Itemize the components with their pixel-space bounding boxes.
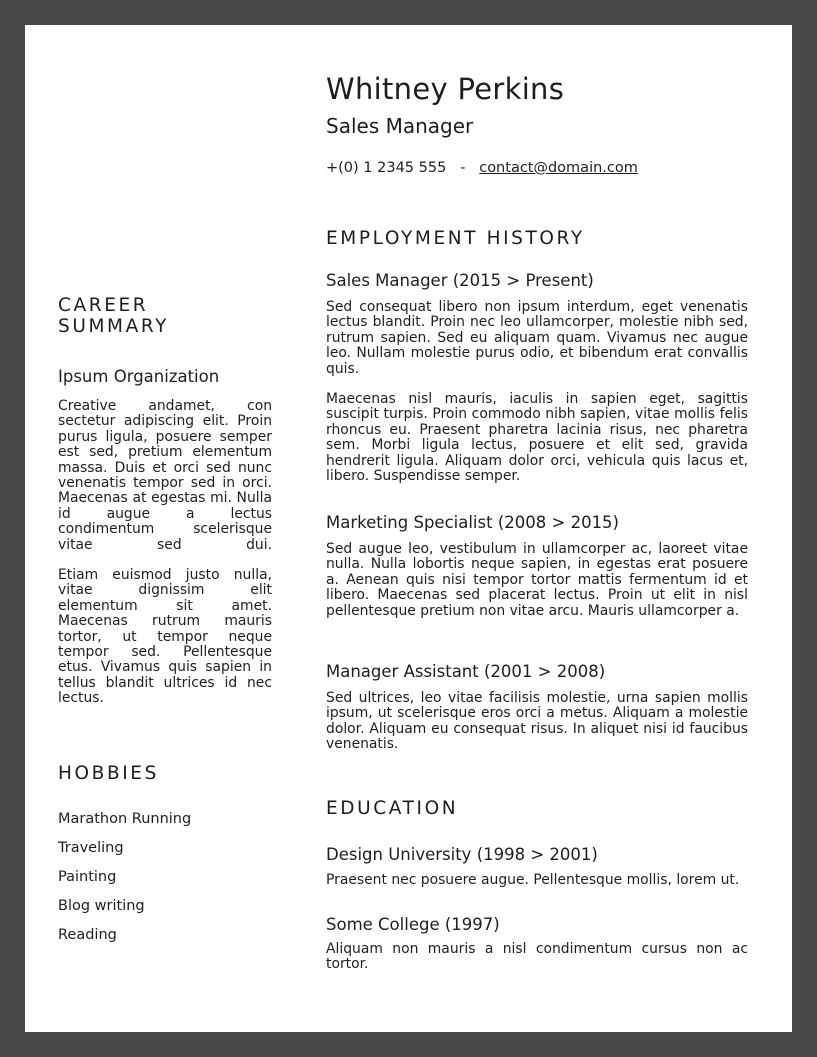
education-title: Some College (1997) — [326, 915, 500, 934]
candidate-title: Sales Manager — [326, 114, 474, 138]
resume-page — [25, 25, 792, 1032]
education-description: Aliquam non mauris a nisl condimentum cursus non ac tortor. — [326, 941, 748, 973]
contact-separator: - — [460, 160, 466, 176]
hobby-item: Blog writing — [58, 898, 145, 914]
hobby-item: Marathon Running — [58, 811, 192, 827]
hobbies-heading: HOBBIES — [58, 763, 159, 784]
contact-line — [326, 160, 638, 176]
job-description: Sed augue leo, vestibulum in ullamcorper ac, laoreet vitae nulla. Nulla lobortis neque sapien, in egestas erat posuere a. Aenean quis nisi tempor tortor mattis fermentum id et libero. Maecenas sed placerat lectus. Proin ut elit in nisl pellentesque pretium non vitae arcu. Mauris ullamcorper a. — [326, 541, 748, 619]
organization-name: Ipsum Organization — [58, 367, 220, 386]
education-heading: EDUCATION — [326, 798, 459, 819]
job-description: Sed ultrices, leo vitae facilisis molestie, urna sapien mollis ipsum, ut scelerisque eros orci a metus. Aliquam a molestie dolor. Aliquam eu consequat risus. In aliquet nisi id faucibus venenatis. — [326, 690, 748, 753]
job-title: Marketing Specialist (2008 > 2015) — [326, 513, 619, 532]
job-title: Manager Assistant (2001 > 2008) — [326, 662, 606, 681]
summary-paragraph: Etiam euismod justo nulla, vitae dignissim elit elementum sit amet. Maecenas rutrum mauris tortor, ut tempor neque tempor sed. Pellentesque etus. Vivamus quis sapien in tellus blandit ultrices id nec lectus. — [58, 567, 272, 707]
job-description: Sed consequat libero non ipsum interdum, eget venenatis lectus blandit. Proin nec leo ullamcorper, molestie nibh sed, rutrum sapien. Sed eu aliquam quam. Vivamus nec augue leo. Nullam molestie purus odio, et bibendum erat convallis quis. — [326, 299, 748, 377]
education-description: Praesent nec posuere augue. Pellentesque mollis, lorem ut. — [326, 872, 740, 888]
candidate-name: Whitney Perkins — [326, 72, 565, 106]
heading-line: CAREER — [58, 295, 149, 316]
phone-number: +(0) 1 2345 555 — [326, 160, 447, 176]
employment-history-heading: EMPLOYMENT HISTORY — [326, 228, 585, 249]
hobby-item: Painting — [58, 869, 117, 885]
email-link[interactable]: contact@domain.com — [479, 160, 638, 176]
summary-paragraph: Creative andamet, con sectetur adipiscing elit. Proin purus ligula, posuere semper est sed, pretium elementum massa. Duis et orci sed nunc venenatis tempor sed in orci. Maecenas at egestas mi. Nulla id augue a lectus condimentum scelerisque vitae sed dui. — [58, 398, 272, 553]
job-title: Sales Manager (2015 > Present) — [326, 271, 594, 290]
education-title: Design University (1998 > 2001) — [326, 845, 598, 864]
career-summary-heading — [58, 295, 169, 337]
heading-line: SUMMARY — [58, 316, 170, 337]
job-description: Maecenas nisl mauris, iaculis in sapien eget, sagittis suscipit turpis. Proin commodo nibh sapien, vitae mollis felis rhoncus eu. Praesent pharetra lacinia risus, nec pharetra sem. Morbi ligula lectus, posuere et elit sed, gravida hendrerit ligula. Aliquam dolor orci, vehicula quis lacus et, libero. Suspendisse semper. — [326, 391, 748, 485]
hobby-item: Reading — [58, 927, 117, 943]
hobby-item: Traveling — [58, 840, 124, 856]
